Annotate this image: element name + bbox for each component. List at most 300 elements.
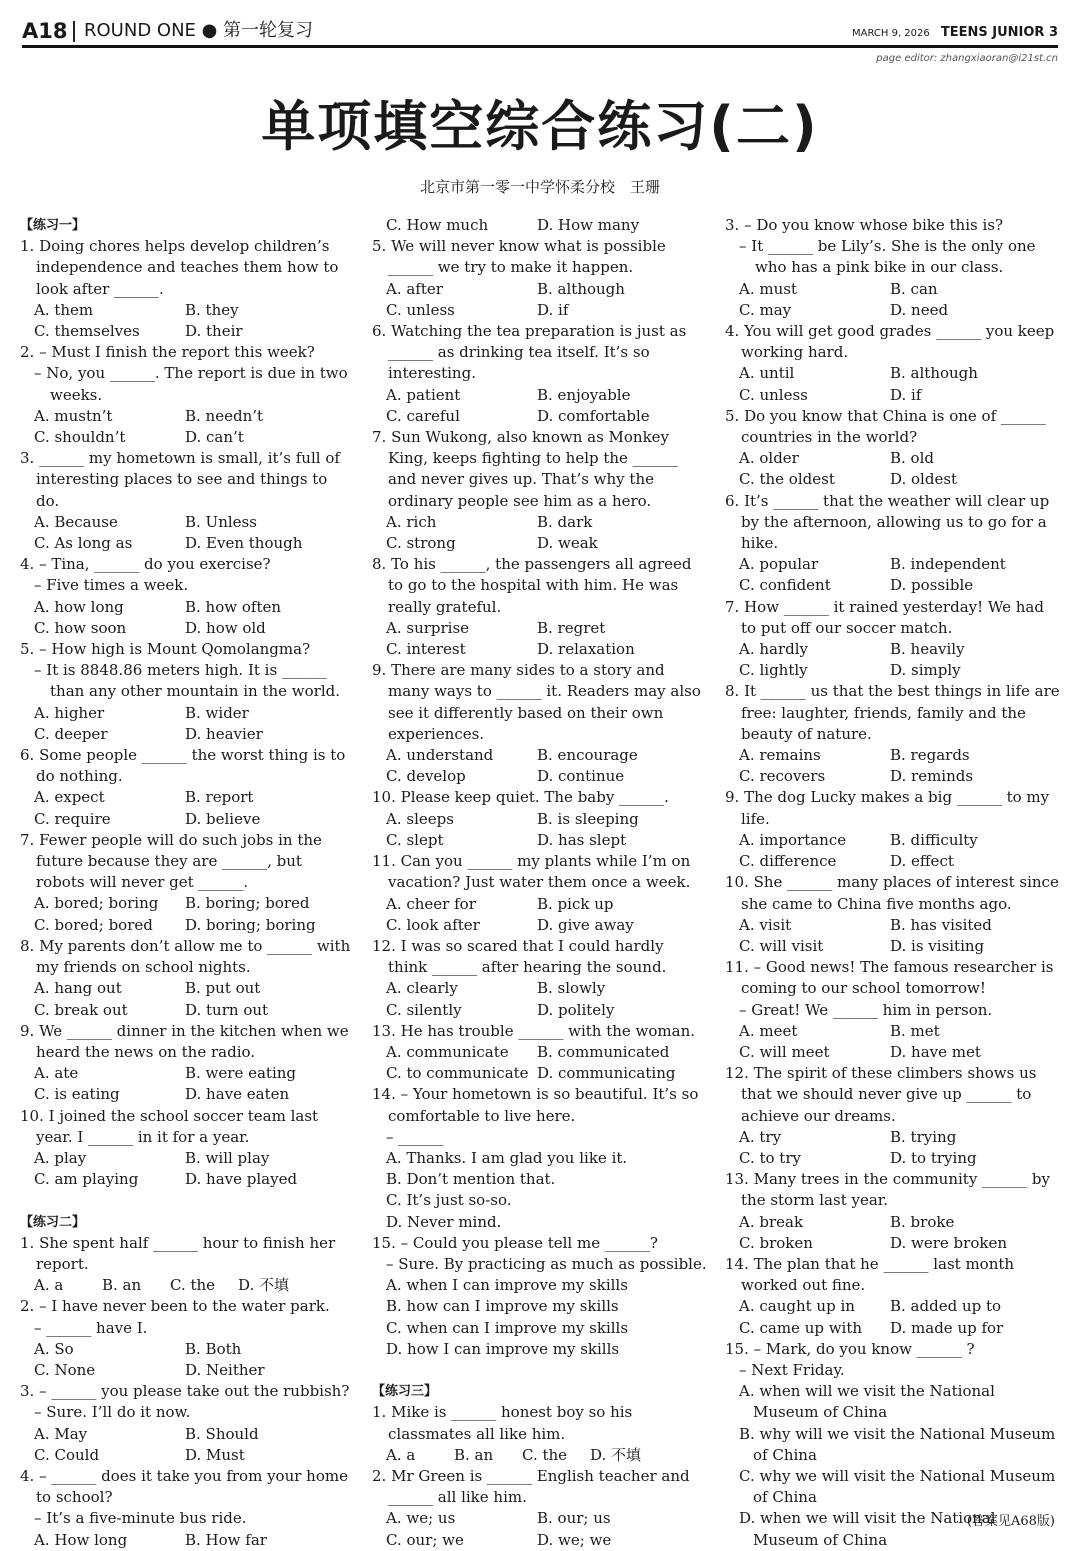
- option-row: [20, 1339, 355, 1360]
- page-editor: page editor: zhangxiaoran@i21st.cn: [876, 53, 1058, 64]
- option-row: [372, 512, 707, 533]
- option-row: [372, 1508, 707, 1529]
- answer-option: D. 不填: [238, 1276, 290, 1295]
- answer-option: D. heavier: [185, 724, 263, 743]
- option-row: [725, 936, 1060, 957]
- option-row: [20, 618, 355, 639]
- answer-option: A. Thanks. I am glad you like it.: [386, 1148, 628, 1167]
- answer-option: A. until: [739, 364, 795, 383]
- answer-option: C. will meet: [739, 1042, 830, 1061]
- answer-option: D. effect: [890, 852, 954, 871]
- option-row: [372, 618, 707, 639]
- answer-option: B. wider: [185, 703, 249, 722]
- answer-option: C. the: [522, 1445, 568, 1464]
- answer-option: D. give away: [537, 915, 634, 934]
- option-row: [725, 1148, 1060, 1169]
- answer-option: B. met: [890, 1021, 940, 1040]
- option-row: [372, 745, 707, 766]
- answer-option: A. how long: [34, 597, 124, 616]
- page-header: [22, 16, 1058, 46]
- dialogue-line: – Sure. By practicing as much as possible.: [386, 1254, 707, 1273]
- answer-option: B. broke: [890, 1212, 955, 1231]
- answer-option: A. importance: [739, 830, 847, 849]
- option-row: [725, 851, 1060, 872]
- option-row: [725, 1318, 1060, 1339]
- option-row: [20, 512, 355, 533]
- question-stem: 3. ______ my hometown is small, it’s full of interesting places to see and things to do.: [20, 449, 340, 510]
- question-stem: 8. My parents don’t allow me to ______ with my friends on school nights.: [20, 936, 351, 977]
- answer-option: A. caught up in: [739, 1297, 855, 1316]
- answer-option: D. when we will visit the National Museum of China: [739, 1509, 996, 1549]
- option-row: [372, 639, 707, 660]
- answer-option: B. independent: [890, 555, 1006, 574]
- answer-option: A. remains: [739, 746, 821, 765]
- option-row: [20, 703, 355, 724]
- answer-option: C. came up with: [739, 1318, 863, 1337]
- dialogue-line: – Five times a week.: [34, 576, 189, 595]
- answer-option: A. when I can improve my skills: [386, 1276, 628, 1295]
- answer-option: A. mustn’t: [34, 406, 113, 425]
- answer-option: B. how can I improve my skills: [386, 1297, 619, 1316]
- answer-option: B. difficulty: [890, 830, 978, 849]
- answer-option: B. an: [102, 1276, 142, 1295]
- column-1: [20, 215, 355, 1551]
- answer-option: B. why will we visit the National Museum of China: [739, 1424, 1056, 1464]
- answer-option: D. we; we: [537, 1530, 612, 1549]
- answer-option: A. sleeps: [386, 809, 454, 828]
- answer-option: B. enjoyable: [537, 385, 631, 404]
- option-row: [372, 1445, 707, 1466]
- answer-option: B. were eating: [185, 1064, 296, 1083]
- answer-option: B. how often: [185, 597, 282, 616]
- option-row: [372, 1063, 707, 1084]
- answer-option: C. slept: [386, 830, 444, 849]
- answer-option: C. confident: [739, 576, 831, 595]
- answer-option: D. have eaten: [185, 1085, 290, 1104]
- option-row: [20, 406, 355, 427]
- answer-option: A. rich: [386, 512, 437, 531]
- answer-option: D. believe: [185, 809, 261, 828]
- section-heading: 【练习二】: [20, 1214, 86, 1230]
- answer-option: B. pick up: [537, 894, 614, 913]
- answer-option: D. communicating: [537, 1064, 676, 1083]
- answer-option: B. communicated: [537, 1042, 670, 1061]
- answer-option: B. trying: [890, 1127, 957, 1146]
- question-stem: 12. I was so scared that I could hardly think ______ after hearing the sound.: [372, 936, 667, 977]
- answer-option: D. possible: [890, 576, 974, 595]
- option-row: [20, 427, 355, 448]
- question-stem: 1. Doing chores helps develop children’s independence and teaches them how to look after ______.: [20, 237, 339, 298]
- option-row: [20, 978, 355, 999]
- answer-option: C. interest: [386, 640, 466, 659]
- spacer: [20, 1190, 355, 1211]
- answer-option: B. slowly: [537, 979, 606, 998]
- question-stem: 13. He has trouble ______ with the woman.: [372, 1021, 696, 1040]
- option-row: [725, 745, 1060, 766]
- answer-option: A. bored; boring: [34, 894, 159, 913]
- dialogue-line: – It ______ be Lily’s. She is the only one who has a pink bike in our class.: [739, 237, 1036, 277]
- answer-option: D. can’t: [185, 428, 244, 447]
- option-row: [20, 1000, 355, 1021]
- answer-option: A. we; us: [386, 1509, 456, 1528]
- answer-option: D. their: [185, 322, 243, 340]
- answer-option: B. can: [890, 279, 938, 298]
- answer-option: D. continue: [537, 767, 625, 786]
- answer-option: C. broken: [739, 1233, 813, 1252]
- answer-option: B. needn’t: [185, 406, 264, 425]
- answer-option: B. an: [454, 1445, 494, 1464]
- page-title: 单项填空综合练习(二): [261, 95, 819, 158]
- answer-option: A. ate: [34, 1064, 79, 1083]
- answer-option: C. unless: [739, 385, 808, 404]
- answer-option: D. 不填: [590, 1445, 642, 1464]
- answer-option: A. must: [739, 279, 797, 298]
- answer-option: C. the: [170, 1276, 216, 1295]
- question-stem: 3. – ______ you please take out the rubbish?: [20, 1382, 350, 1401]
- answer-option: A. clearly: [386, 979, 458, 998]
- answer-option: B. heavily: [890, 640, 965, 659]
- answer-option: B. although: [537, 279, 625, 298]
- answer-option: C. how soon: [34, 618, 127, 637]
- option-row: [725, 1212, 1060, 1233]
- question-stem: 4. You will get good grades ______ you keep working hard.: [725, 322, 1055, 362]
- answer-option: B. will play: [185, 1148, 270, 1167]
- answer-option: C. may: [739, 300, 792, 319]
- answer-option: C. our; we: [386, 1530, 464, 1549]
- option-row: [725, 575, 1060, 596]
- answer-option: A. cheer for: [386, 894, 476, 913]
- option-row: [372, 1530, 707, 1551]
- option-row: [372, 385, 707, 406]
- answer-option: B. Both: [185, 1339, 242, 1358]
- option-row: [372, 215, 707, 236]
- option-row: [20, 1275, 355, 1296]
- dialogue-line: – Next Friday.: [739, 1360, 845, 1379]
- answer-option: A. So: [34, 1339, 74, 1358]
- option-row: [725, 830, 1060, 851]
- option-row: [725, 660, 1060, 681]
- answer-option: C. As long as: [34, 534, 133, 553]
- answer-option: B. Should: [185, 1424, 259, 1443]
- answer-option: D. if: [537, 300, 569, 319]
- page-number: A18: [22, 19, 68, 43]
- answer-option: B. added up to: [890, 1297, 1002, 1316]
- answer-option: C. shouldn’t: [34, 428, 126, 447]
- option-row: [20, 597, 355, 618]
- answer-option: C. difference: [739, 852, 837, 871]
- answer-option: D. were broken: [890, 1233, 1007, 1252]
- option-row: [725, 766, 1060, 787]
- option-row: [20, 893, 355, 914]
- answer-option: A. play: [34, 1148, 87, 1167]
- answer-option: D. to trying: [890, 1148, 977, 1167]
- question-stem: 10. Please keep quiet. The baby ______.: [372, 788, 669, 807]
- question-stem: 9. We ______ dinner in the kitchen when we heard the news on the radio.: [20, 1021, 349, 1061]
- option-row: [372, 1000, 707, 1021]
- question-stem: 3. – Do you know whose bike this is?: [725, 216, 1003, 234]
- option-row: [725, 915, 1060, 936]
- option-row: [725, 1233, 1060, 1254]
- answer-option: D. boring; boring: [185, 915, 316, 934]
- answer-option: C. themselves: [34, 322, 140, 340]
- answer-option: C. when can I improve my skills: [386, 1318, 629, 1337]
- answer-option: A. popular: [739, 555, 819, 574]
- option-row: [372, 978, 707, 999]
- answer-option: A. try: [739, 1127, 782, 1146]
- question-stem: 5. Do you know that China is one of ______ countries in the world?: [725, 406, 1046, 447]
- question-stem: 7. Sun Wukong, also known as Monkey King, keeps fighting to help the ______ and never gives up. That’s why the ordinary people see him as a hero.: [372, 428, 678, 510]
- answer-option: C. require: [34, 809, 111, 828]
- answer-option: D. Must: [185, 1445, 245, 1464]
- answer-option: C. None: [34, 1360, 96, 1379]
- answer-option: B. boring; bored: [185, 894, 310, 913]
- answer-option: C. to communicate: [386, 1064, 529, 1083]
- question-stem: 4. – ______ does it take you from your home to school?: [20, 1466, 348, 1507]
- answer-option: C. is eating: [34, 1085, 120, 1104]
- answer-option: C. deeper: [34, 724, 108, 743]
- question-stem: 7. Fewer people will do such jobs in the future because they are ______, but robots will never get ______.: [20, 830, 322, 892]
- option-row: [725, 639, 1060, 660]
- option-row: [20, 1360, 355, 1381]
- answer-option: A. Because: [34, 512, 118, 531]
- answer-option: D. weak: [537, 534, 598, 553]
- answer-option: B. dark: [537, 512, 593, 531]
- answer-option: D. reminds: [890, 767, 974, 786]
- answer-option: B. put out: [185, 979, 261, 998]
- answer-option: C. bored; bored: [34, 915, 153, 934]
- column-2: [372, 215, 707, 1551]
- answer-option: A. expect: [34, 788, 105, 807]
- header-rule: [22, 45, 1058, 48]
- answer-option: D. need: [890, 300, 949, 319]
- option-row: [20, 1169, 355, 1190]
- answer-option: C. why we will visit the National Museum of China: [739, 1466, 1056, 1507]
- question-stem: 12. The spirit of these climbers shows us that we should never give up ______ to achieve our dreams.: [725, 1064, 1037, 1125]
- option-row: [20, 724, 355, 745]
- answer-option: D. politely: [537, 1000, 615, 1019]
- answer-option: D. have played: [185, 1170, 298, 1189]
- answer-option: A. them: [34, 300, 94, 319]
- answer-option: C. It’s just so-so.: [386, 1191, 512, 1210]
- answer-option: D. Never mind.: [386, 1212, 502, 1231]
- answer-option: C. Could: [34, 1445, 100, 1464]
- answer-option: D. oldest: [890, 470, 958, 489]
- answer-option: A. patient: [386, 385, 461, 404]
- option-row: [372, 830, 707, 851]
- answer-option: B. regards: [890, 746, 970, 765]
- answer-option: A. hardly: [739, 640, 809, 659]
- column-3: [725, 215, 1060, 1551]
- option-row: [20, 809, 355, 830]
- option-row: [20, 321, 355, 342]
- question-stem: 15. – Mark, do you know ______ ?: [725, 1339, 975, 1358]
- answer-option: D. Neither: [185, 1360, 265, 1379]
- answer-option: D. is visiting: [890, 936, 985, 955]
- author-byline: 北京市第一零一中学怀柔分校 王珊: [419, 178, 660, 196]
- option-row: [725, 448, 1060, 469]
- answer-option: D. how I can improve my skills: [386, 1339, 620, 1358]
- dialogue-line: – Sure. I’ll do it now.: [34, 1403, 191, 1422]
- answer-option: C. break out: [34, 1000, 128, 1019]
- option-row: [725, 279, 1060, 300]
- answer-option: B. encourage: [537, 746, 638, 765]
- paper-name: TEENS JUNIOR 3: [940, 25, 1058, 40]
- answer-option: B. Don’t mention that.: [386, 1170, 556, 1189]
- answer-option: B. they: [185, 300, 239, 319]
- answer-option: C. unless: [386, 300, 455, 319]
- answer-option: A. after: [386, 279, 443, 298]
- question-stem: 2. – Must I finish the report this week?: [20, 343, 315, 362]
- option-row: [20, 1530, 355, 1551]
- option-row: [725, 1127, 1060, 1148]
- answer-option: A. surprise: [386, 618, 470, 637]
- answer-option: D. Even though: [185, 534, 303, 553]
- option-row: [725, 1021, 1060, 1042]
- answer-option: D. turn out: [185, 1000, 269, 1019]
- question-stem: 13. Many trees in the community ______ by the storm last year.: [725, 1170, 1050, 1210]
- answer-option: C. How much: [386, 216, 489, 234]
- dialogue-line: – Great! We ______ him in person.: [739, 1000, 993, 1019]
- answer-option: A. visit: [739, 915, 792, 934]
- option-row: [372, 809, 707, 830]
- question-stem: 11. Can you ______ my plants while I’m on vacation? Just water them once a week.: [372, 852, 691, 892]
- question-stem: 6. It’s ______ that the weather will clear up by the afternoon, allowing us to go for a hike.: [725, 491, 1050, 553]
- answer-option: C. silently: [386, 1000, 462, 1019]
- answer-option: A. break: [739, 1212, 804, 1231]
- option-row: [725, 385, 1060, 406]
- answer-option: B. old: [890, 449, 934, 468]
- option-row: [372, 279, 707, 300]
- answer-option: A. meet: [739, 1021, 798, 1040]
- issue-date: MARCH 9, 2026: [851, 28, 930, 39]
- question-stem: 6. Some people ______ the worst thing is to do nothing.: [20, 746, 346, 786]
- answer-note: (答案见A68版): [966, 1514, 1055, 1529]
- question-stem: 11. – Good news! The famous researcher is coming to our school tomorrow!: [725, 958, 1054, 998]
- answer-option: C. lightly: [739, 661, 808, 680]
- answer-option: C. recovers: [739, 767, 826, 786]
- question-stem: 15. – Could you please tell me ______?: [372, 1233, 658, 1252]
- answer-option: B. our; us: [537, 1509, 611, 1528]
- option-row: [20, 1445, 355, 1466]
- option-row: [20, 787, 355, 808]
- answer-option: B. regret: [537, 618, 606, 637]
- question-stem: 4. – Tina, ______ do you exercise?: [20, 555, 271, 574]
- option-row: [20, 533, 355, 554]
- answer-option: A. understand: [386, 746, 494, 765]
- answer-option: D. How many: [537, 216, 640, 234]
- answer-option: A. a: [34, 1276, 64, 1295]
- section-heading: 【练习三】: [372, 1384, 438, 1400]
- question-stem: 14. – Your hometown is so beautiful. It’s so comfortable to live here.: [372, 1085, 699, 1125]
- answer-option: C. am playing: [34, 1170, 139, 1189]
- answer-option: B. How far: [185, 1530, 267, 1549]
- answer-option: A. higher: [34, 703, 105, 722]
- answer-option: C. strong: [386, 534, 456, 553]
- spacer: [372, 1360, 707, 1381]
- answer-option: D. made up for: [890, 1318, 1004, 1337]
- answer-option: C. develop: [386, 767, 466, 786]
- option-row: [725, 1296, 1060, 1317]
- answer-option: C. look after: [386, 915, 480, 934]
- section-heading: 【练习一】: [20, 218, 86, 233]
- option-row: [20, 1084, 355, 1105]
- answer-option: D. have met: [890, 1042, 981, 1061]
- answer-option: A. communicate: [386, 1042, 509, 1061]
- question-stem: 9. The dog Lucky makes a big ______ to my life.: [725, 788, 1050, 828]
- option-row: [20, 915, 355, 936]
- option-row: [20, 1148, 355, 1169]
- answer-option: A. a: [386, 1445, 416, 1464]
- option-row: [372, 915, 707, 936]
- option-row: [725, 300, 1060, 321]
- dialogue-line: – ______ have I.: [34, 1318, 148, 1337]
- question-stem: 1. She spent half ______ hour to finish her report.: [20, 1233, 336, 1273]
- option-row: [725, 363, 1060, 384]
- question-stem: 7. How ______ it rained yesterday! We had to put off our soccer match.: [725, 597, 1044, 637]
- answer-option: B. has visited: [890, 915, 992, 934]
- dialogue-line: – It’s a five-minute bus ride.: [34, 1509, 247, 1528]
- answer-option: D. relaxation: [537, 640, 635, 659]
- answer-option: A. hang out: [34, 979, 122, 998]
- answer-option: B. report: [185, 788, 254, 807]
- answer-option: A. May: [34, 1424, 88, 1443]
- answer-option: D. comfortable: [537, 406, 650, 425]
- answer-option: C. to try: [739, 1148, 801, 1167]
- question-stem: 5. – How high is Mount Qomolangma?: [20, 640, 311, 659]
- question-stem: 2. Mr Green is ______ English teacher and ______ all like him.: [372, 1466, 690, 1507]
- question-stem: 8. To his ______, the passengers all agreed to go to the hospital with him. He was really grateful.: [372, 555, 692, 616]
- question-stem: 1. Mike is ______ honest boy so his classmates all like him.: [372, 1403, 633, 1443]
- option-row: [372, 300, 707, 321]
- option-row: [20, 300, 355, 321]
- section-label: ROUND ONE ● 第一轮复习: [84, 20, 314, 41]
- dialogue-line: – It is 8848.86 meters high. It is ______ than any other mountain in the world.: [34, 661, 340, 701]
- answer-option: D. has slept: [537, 830, 627, 849]
- option-row: [725, 1042, 1060, 1063]
- answer-option: C. the oldest: [739, 470, 835, 489]
- question-stem: 10. She ______ many places of interest since she came to China five months ago.: [725, 873, 1059, 913]
- answer-option: B. although: [890, 364, 978, 383]
- option-row: [372, 894, 707, 915]
- question-stem: 5. We will never know what is possible ______ we try to make it happen.: [372, 237, 666, 277]
- question-stem: 6. Watching the tea preparation is just as ______ as drinking tea itself. It’s so interesting.: [372, 322, 687, 383]
- answer-option: D. simply: [890, 661, 961, 680]
- header-divider: [73, 21, 75, 42]
- question-stem: 8. It ______ us that the best things in life are free: laughter, friends, family and the beauty of nature.: [725, 682, 1060, 743]
- answer-option: D. how old: [185, 618, 266, 637]
- answer-option: A. How long: [34, 1530, 128, 1549]
- option-row: [372, 766, 707, 787]
- answer-option: B. Unless: [185, 512, 257, 531]
- answer-option: D. if: [890, 385, 922, 404]
- option-row: [372, 406, 707, 427]
- question-stem: 10. I joined the school soccer team last year. I ______ in it for a year.: [20, 1106, 319, 1146]
- question-stem: 9. There are many sides to a story and many ways to ______ it. Readers may also see it differently based on their own experiences.: [372, 661, 701, 743]
- answer-option: B. is sleeping: [537, 809, 639, 828]
- option-row: [725, 469, 1060, 490]
- answer-option: A. when will we visit the National Museum of China: [739, 1382, 995, 1422]
- option-row: [372, 1042, 707, 1063]
- answer-option: A. older: [739, 449, 799, 468]
- dialogue-line: – ______: [386, 1127, 444, 1146]
- option-row: [20, 1424, 355, 1445]
- answer-option: C. careful: [386, 406, 460, 425]
- option-row: [725, 554, 1060, 575]
- question-stem: 2. – I have never been to the water park.: [20, 1297, 330, 1316]
- dialogue-line: – No, you ______. The report is due in two weeks.: [34, 364, 348, 404]
- answer-option: C. will visit: [739, 936, 824, 955]
- option-row: [20, 1063, 355, 1084]
